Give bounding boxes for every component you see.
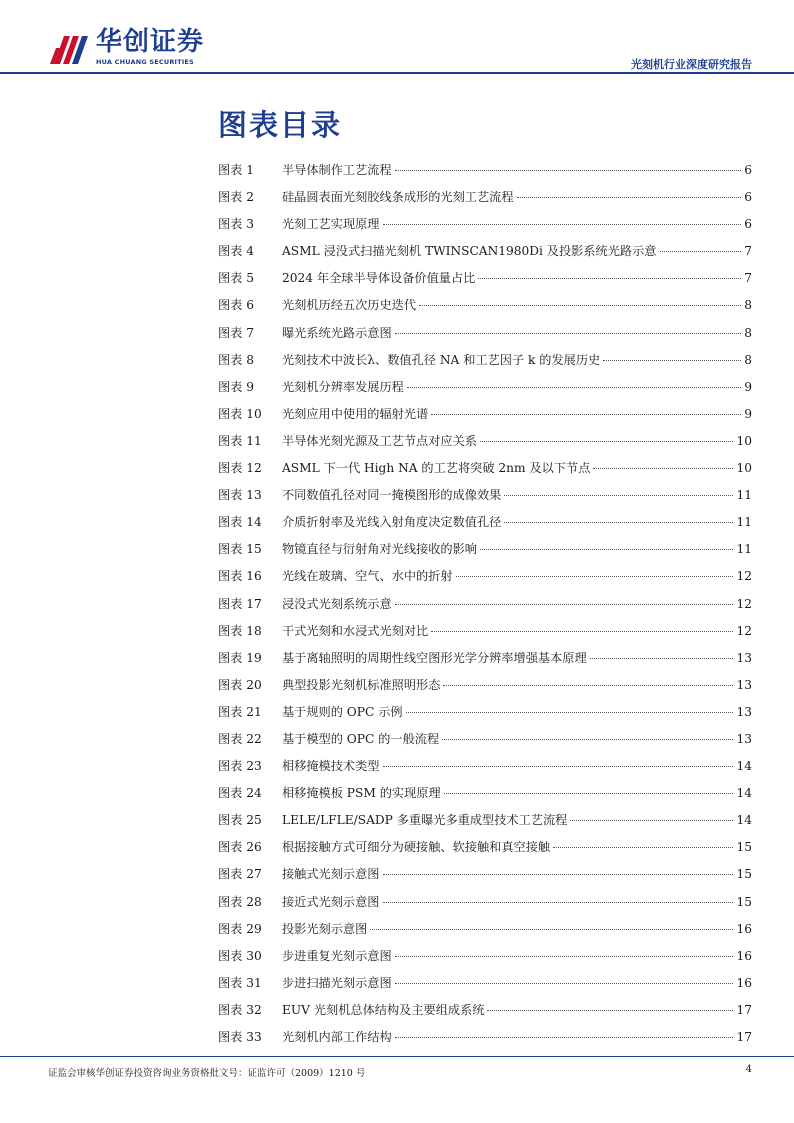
toc-entry-label: 图表 25 xyxy=(218,813,262,828)
toc-entry[interactable] xyxy=(218,269,752,296)
toc-entry[interactable] xyxy=(218,432,752,459)
toc-entry-text: 基于规则的 OPC 示例 xyxy=(282,704,403,719)
toc-entry[interactable] xyxy=(218,188,752,215)
toc-leader-dots xyxy=(406,712,734,713)
brand-name-cn: 华创证券 xyxy=(96,27,205,57)
toc-entry-text: 硅晶圆表面光刻胶线条成形的光刻工艺流程 xyxy=(282,190,514,205)
toc-entry-text: 不同数值孔径对同一掩模图形的成像效果 xyxy=(282,488,502,503)
toc-entry-text: 物镜直径与衍射角对光线接收的影响 xyxy=(282,542,477,557)
toc-leader-dots xyxy=(431,414,741,415)
toc-leader-dots xyxy=(431,631,733,632)
toc-entry[interactable] xyxy=(218,513,752,540)
toc-entry[interactable] xyxy=(218,351,752,378)
toc-entry-label: 图表 27 xyxy=(218,867,262,882)
toc-entry[interactable] xyxy=(218,215,752,242)
toc-entry-text: 接触式光刻示意图 xyxy=(282,867,380,882)
toc-entry-page: 14 xyxy=(736,786,752,801)
toc-leader-dots xyxy=(395,333,742,334)
toc-entry-label: 图表 21 xyxy=(218,704,262,719)
toc-leader-dots xyxy=(383,902,734,903)
toc-leader-dots xyxy=(570,820,733,821)
toc-entry-label: 图表 26 xyxy=(218,840,262,855)
toc-entry-page: 16 xyxy=(736,948,752,963)
toc-entry-text: 接近式光刻示意图 xyxy=(282,894,380,909)
toc-entry[interactable] xyxy=(218,920,752,947)
toc-entry-text: 根据接触方式可细分为硬接触、软接触和真空接触 xyxy=(282,840,551,855)
toc-leader-dots xyxy=(478,278,741,279)
toc-leader-dots xyxy=(395,983,734,984)
toc-entry-page: 15 xyxy=(736,867,752,882)
toc-entry-page: 9 xyxy=(744,406,752,421)
toc-entry-label: 图表 9 xyxy=(218,379,255,394)
toc-entry[interactable] xyxy=(218,757,752,784)
toc-entry-page: 8 xyxy=(744,298,752,313)
toc-entry-text: 干式光刻和水浸式光刻对比 xyxy=(282,623,429,638)
toc-entry-page: 12 xyxy=(736,623,752,638)
toc-entry-label: 图表 12 xyxy=(218,461,262,476)
toc-leader-dots xyxy=(407,387,741,388)
toc-entry-page: 15 xyxy=(736,840,752,855)
toc-entry-page: 9 xyxy=(744,379,752,394)
toc-leader-dots xyxy=(504,522,733,523)
toc-entry-label: 图表 20 xyxy=(218,677,262,692)
toc-leader-dots xyxy=(370,929,733,930)
toc-entry-text: 光刻机历经五次历史迭代 xyxy=(282,298,417,313)
toc-entry-text: 光刻工艺实现原理 xyxy=(282,217,380,232)
toc-entry[interactable] xyxy=(218,893,752,920)
toc-entry[interactable] xyxy=(218,784,752,811)
toc-entry-label: 图表 11 xyxy=(218,433,262,448)
toc-entry-label: 图表 23 xyxy=(218,759,262,774)
toc-entry-text: 基于模型的 OPC 的一般流程 xyxy=(282,731,440,746)
toc-entry-page: 10 xyxy=(736,433,752,448)
toc-leader-dots xyxy=(517,197,742,198)
toc-entry-page: 12 xyxy=(736,569,752,584)
toc-entry-label: 图表 24 xyxy=(218,786,262,801)
toc-entry-text: 曝光系统光路示意图 xyxy=(282,325,392,340)
toc-entry-text: 半导体光刻光源及工艺节点对应关系 xyxy=(282,433,477,448)
toc-leader-dots xyxy=(419,305,741,306)
toc-entry[interactable] xyxy=(218,649,752,676)
huachuang-logo-icon xyxy=(50,30,92,64)
brand-name-en: HUA CHUANG SECURITIES xyxy=(96,58,194,66)
toc-entry-text: ASML 浸没式扫描光刻机 TWINSCAN1980Di 及投影系统光路示意 xyxy=(282,244,657,259)
toc-entry[interactable] xyxy=(218,567,752,594)
toc-entry-text: 投影光刻示意图 xyxy=(282,921,368,936)
toc-entry[interactable] xyxy=(218,540,752,567)
toc-leader-dots xyxy=(395,170,742,171)
toc-entry-label: 图表 6 xyxy=(218,298,255,313)
toc-entry-label: 图表 14 xyxy=(218,515,262,530)
toc-entry-label: 图表 31 xyxy=(218,975,262,990)
toc-entry-page: 13 xyxy=(736,650,752,665)
toc-entry[interactable] xyxy=(218,622,752,649)
toc-entry-text: 光刻机分辨率发展历程 xyxy=(282,379,404,394)
toc-leader-dots xyxy=(444,793,734,794)
toc-entry-page: 13 xyxy=(736,731,752,746)
toc-entry-text: 典型投影光刻机标准照明形态 xyxy=(282,677,441,692)
toc-leader-dots xyxy=(603,360,741,361)
toc-entry[interactable] xyxy=(218,486,752,513)
toc-entry-page: 11 xyxy=(736,515,752,530)
toc-entry-page: 7 xyxy=(744,244,752,259)
toc-entry[interactable] xyxy=(218,296,752,323)
toc-entry-page: 7 xyxy=(744,271,752,286)
toc-entry[interactable] xyxy=(218,730,752,757)
footer-divider xyxy=(0,1056,794,1057)
toc-entry-text: 光刻应用中使用的辐射光谱 xyxy=(282,406,429,421)
toc-entry-label: 图表 17 xyxy=(218,596,262,611)
toc-leader-dots xyxy=(383,766,734,767)
toc-entry[interactable] xyxy=(218,676,752,703)
toc-leader-dots xyxy=(553,847,733,848)
header-divider xyxy=(0,72,794,74)
toc-entry-text: EUV 光刻机总体结构及主要组成系统 xyxy=(282,1002,485,1017)
toc-entry-label: 图表 19 xyxy=(218,650,262,665)
toc-leader-dots xyxy=(442,739,733,740)
toc-leader-dots xyxy=(487,1010,733,1011)
toc-entry[interactable] xyxy=(218,459,752,486)
toc-entry-page: 17 xyxy=(736,1030,752,1044)
toc-entry-page: 14 xyxy=(736,759,752,774)
toc-entry[interactable] xyxy=(218,405,752,432)
report-title: 光刻机行业深度研究报告 xyxy=(631,58,752,71)
toc-leader-dots xyxy=(504,495,733,496)
toc-leader-dots xyxy=(395,604,734,605)
toc-entry-page: 10 xyxy=(736,461,752,476)
toc-entry[interactable] xyxy=(218,703,752,730)
toc-entry-text: 步进重复光刻示意图 xyxy=(282,948,392,963)
toc-leader-dots xyxy=(395,956,734,957)
page-number: 4 xyxy=(745,1064,752,1075)
toc-entry-page: 11 xyxy=(736,542,752,557)
toc-leader-dots xyxy=(590,658,734,659)
toc-entry[interactable] xyxy=(218,324,752,351)
toc-entry-label: 图表 16 xyxy=(218,569,262,584)
toc-entry-page: 6 xyxy=(744,190,752,205)
toc-entry-label: 图表 33 xyxy=(218,1030,262,1044)
toc-entry-label: 图表 2 xyxy=(218,190,255,205)
toc-entry[interactable] xyxy=(218,1001,752,1028)
toc-entry-text: 相移掩模板 PSM 的实现原理 xyxy=(282,786,441,801)
toc-entry-page: 17 xyxy=(736,1002,752,1017)
toc-entry-page: 12 xyxy=(736,596,752,611)
toc-entry[interactable] xyxy=(218,242,752,269)
toc-entry-page: 8 xyxy=(744,352,752,367)
toc-entry-text: LELE/LFLE/SADP 多重曝光多重成型技术工艺流程 xyxy=(282,813,568,828)
toc-entry-label: 图表 15 xyxy=(218,542,262,557)
toc-entry-label: 图表 5 xyxy=(218,271,255,286)
toc-entry-text: 光刻技术中波长λ、数值孔径 NA 和工艺因子 k 的发展历史 xyxy=(282,352,601,367)
toc-entry-label: 图表 18 xyxy=(218,623,262,638)
toc-entry-label: 图表 30 xyxy=(218,948,262,963)
toc-leader-dots xyxy=(383,224,742,225)
toc-entry-page: 11 xyxy=(736,488,752,503)
toc-leader-dots xyxy=(480,441,733,442)
toc-entry-page: 16 xyxy=(736,921,752,936)
toc-entry-page: 15 xyxy=(736,894,752,909)
toc-entry[interactable] xyxy=(218,811,752,838)
toc-entry-label: 图表 8 xyxy=(218,352,255,367)
toc-entry[interactable] xyxy=(218,161,752,188)
toc-entry-label: 图表 22 xyxy=(218,731,262,746)
toc-entry-text: 基于离轴照明的周期性线空图形光学分辨率增强基本原理 xyxy=(282,650,587,665)
toc-leader-dots xyxy=(383,874,734,875)
toc-entry-page: 8 xyxy=(744,325,752,340)
toc-leader-dots xyxy=(456,576,734,577)
toc-entry-text: 相移掩模技术类型 xyxy=(282,759,380,774)
toc-entry-label: 图表 4 xyxy=(218,244,255,259)
toc-entry[interactable] xyxy=(218,595,752,622)
toc-entry-text: 光线在玻璃、空气、水中的折射 xyxy=(282,569,453,584)
toc-leader-dots xyxy=(660,251,742,252)
toc-entry[interactable] xyxy=(218,865,752,892)
toc-entry-text: 浸没式光刻系统示意 xyxy=(282,596,392,611)
toc-entry-text: 步进扫描光刻示意图 xyxy=(282,975,392,990)
toc-entry-label: 图表 7 xyxy=(218,325,255,340)
toc-heading: 图表目录 xyxy=(218,108,343,142)
toc-leader-dots xyxy=(443,685,733,686)
toc-entry-label: 图表 1 xyxy=(218,163,255,177)
toc-list xyxy=(218,161,752,1055)
toc-entry[interactable] xyxy=(218,1028,752,1055)
toc-entry-page: 13 xyxy=(736,677,752,692)
toc-entry-page: 13 xyxy=(736,704,752,719)
toc-entry-text: 光刻机内部工作结构 xyxy=(282,1030,392,1044)
toc-entry-label: 图表 28 xyxy=(218,894,262,909)
toc-leader-dots xyxy=(480,549,733,550)
toc-entry-text: ASML 下一代 High NA 的工艺将突破 2nm 及以下节点 xyxy=(282,461,591,476)
toc-entry-page: 14 xyxy=(736,813,752,828)
toc-entry-text: 2024 年全球半导体设备价值量占比 xyxy=(282,271,476,286)
toc-entry[interactable] xyxy=(218,947,752,974)
toc-entry-page: 6 xyxy=(744,163,752,177)
page-header xyxy=(0,0,794,78)
toc-entry-page: 6 xyxy=(744,217,752,232)
toc-entry-label: 图表 29 xyxy=(218,921,262,936)
toc-entry-label: 图表 13 xyxy=(218,488,262,503)
toc-leader-dots xyxy=(395,1037,734,1038)
toc-entry-label: 图表 10 xyxy=(218,406,262,421)
toc-entry[interactable] xyxy=(218,838,752,865)
toc-entry-label: 图表 32 xyxy=(218,1002,262,1017)
toc-leader-dots xyxy=(593,468,733,469)
toc-entry[interactable] xyxy=(218,974,752,1001)
toc-entry[interactable] xyxy=(218,378,752,405)
toc-entry-text: 介质折射率及光线入射角度决定数值孔径 xyxy=(282,515,502,530)
license-notice: 证监会审核华创证券投资咨询业务资格批文号：证监许可（2009）1210 号 xyxy=(48,1068,366,1079)
toc-entry-page: 16 xyxy=(736,975,752,990)
toc-entry-label: 图表 3 xyxy=(218,217,255,232)
toc-entry-text: 半导体制作工艺流程 xyxy=(282,163,392,177)
